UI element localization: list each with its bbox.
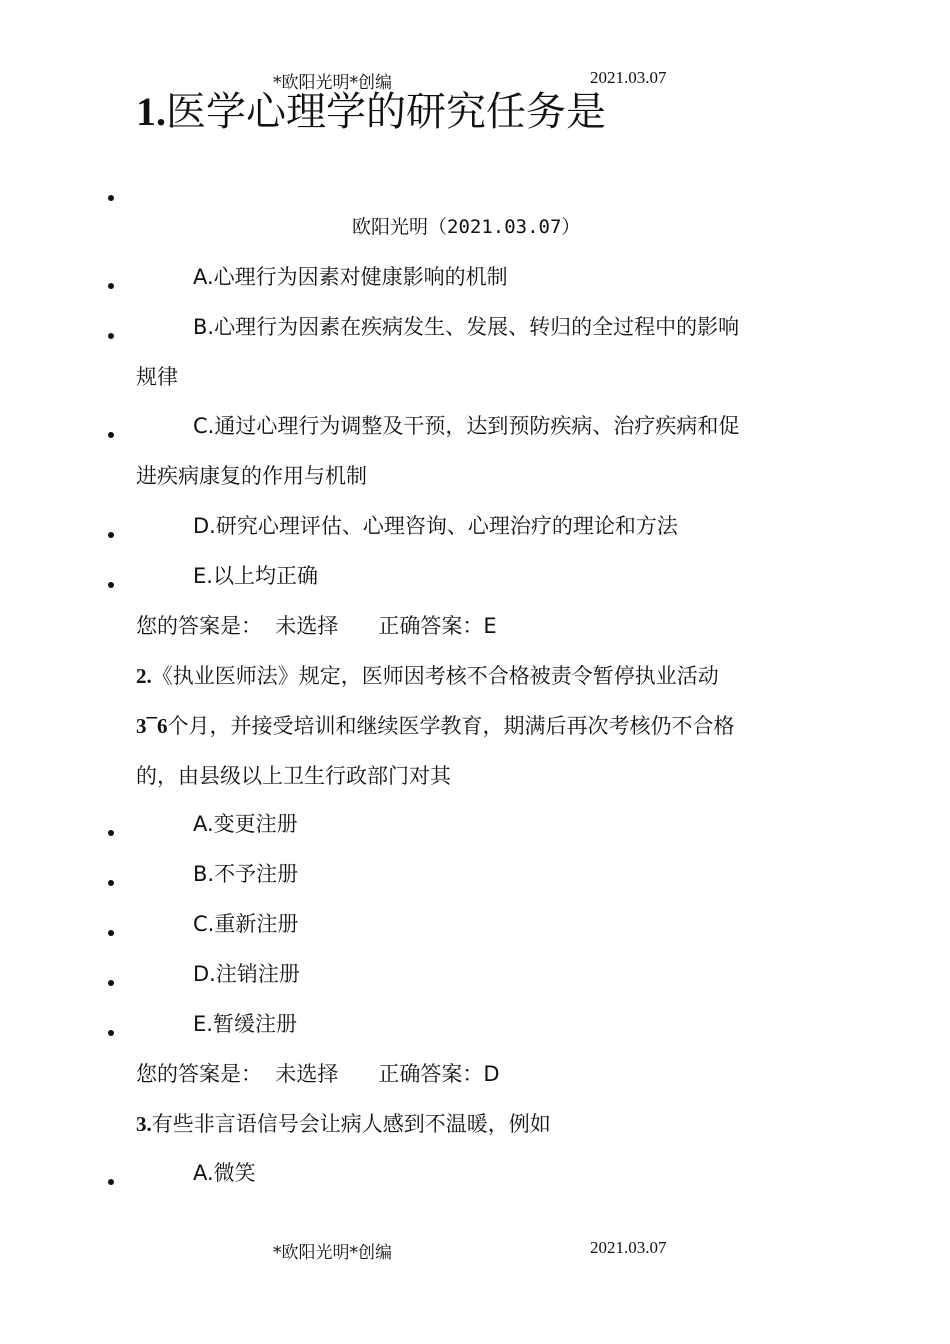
q1-option-e: E.以上均正确 [193, 564, 318, 588]
question-2-text [136, 663, 719, 689]
bullet [108, 283, 114, 289]
question-2-line-2 [136, 713, 735, 739]
q1-option-b-cont: 规律 [136, 365, 178, 389]
bullet [108, 880, 114, 886]
question-3-line: 有些非言语信号会让病人感到不温暖，例如 [151, 1112, 551, 1136]
question-2-line-3: 的，由县级以上卫生行政部门对其 [136, 764, 451, 788]
bullet [108, 930, 114, 936]
q1-option-d: D.研究心理评估、心理咨询、心理治疗的理论和方法 [193, 514, 678, 538]
question-3-number: 3. [136, 1112, 152, 1136]
question-1-title [136, 88, 606, 136]
q1-option-b: B.心理行为因素在疾病发生、发展、转归的全过程中的影响 [193, 315, 740, 339]
header-author: *欧阳光明*创编 [273, 73, 392, 93]
question-2-line-1: 《执业医师法》规定，医师因考核不合格被责令暂停执业活动 [151, 664, 719, 688]
q1-answer: 您的答案是： 未选择 正确答案：E [136, 614, 497, 638]
bullet [108, 432, 114, 438]
q1-option-c-cont: 进疾病康复的作用与机制 [136, 464, 367, 488]
question-2-line-2-text: 个月，并接受培训和继续医学教育，期满后再次考核仍不合格 [167, 714, 735, 738]
question-3-text [136, 1111, 551, 1137]
question-1-number: 1. [136, 89, 166, 134]
footer-author: *欧阳光明*创编 [273, 1243, 392, 1263]
bullet [108, 1179, 114, 1185]
q2-option-b: B.不予注册 [193, 862, 299, 886]
q3-option-a: A.微笑 [193, 1161, 256, 1185]
bullet [108, 333, 114, 339]
q1-option-c: C.通过心理行为调整及干预，达到预防疾病、治疗疾病和促 [193, 414, 740, 438]
bullet [108, 582, 114, 588]
bullet [108, 830, 114, 836]
footer-date: 2021.03.07 [590, 1238, 667, 1257]
q2-option-c: C.重新注册 [193, 912, 299, 936]
q2-answer: 您的答案是： 未选择 正确答案：D [136, 1062, 500, 1086]
q2-option-d: D.注销注册 [193, 962, 300, 986]
q1-option-a: A.心理行为因素对健康影响的机制 [193, 265, 508, 289]
author-line: 欧阳光明（2021.03.07） [352, 216, 581, 238]
bullet [108, 1030, 114, 1036]
q2-option-e: E.暂缓注册 [193, 1012, 297, 1036]
question-1-text: 医学心理学的研究任务是 [166, 89, 606, 135]
bullet [108, 980, 114, 986]
header-date: 2021.03.07 [590, 68, 667, 87]
question-2-number: 2. [136, 664, 152, 688]
question-2-range: 3¯6 [136, 714, 168, 738]
bullet [108, 532, 114, 538]
q2-option-a: A.变更注册 [193, 812, 298, 836]
bullet [108, 195, 114, 201]
